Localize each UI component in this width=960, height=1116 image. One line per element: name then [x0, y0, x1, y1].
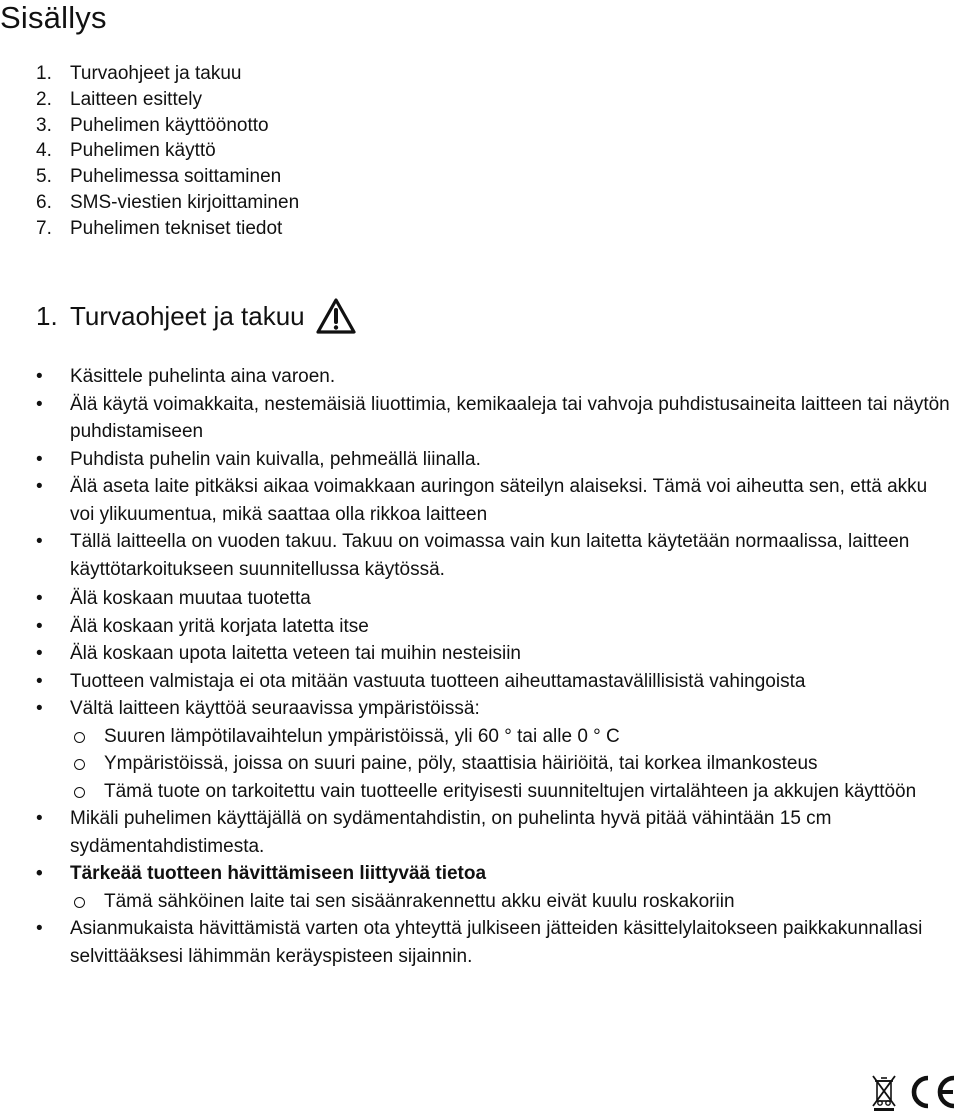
bullet-icon: • — [36, 393, 43, 415]
list-item: • Älä koskaan upota laitetta veteen tai muihin nesteisiin — [36, 640, 956, 668]
safety-list — [36, 363, 956, 970]
bullet-icon: • — [36, 808, 43, 829]
bullet-icon: • — [36, 698, 43, 719]
circle-bullet-icon — [74, 759, 85, 770]
list-item: • Mikäli puhelimen käyttäjällä on sydämentahdistin, on puhelinta hyvä pitää vähintään 15 cm sydämentahdistimesta. — [36, 805, 956, 860]
list-item: • Älä koskaan muutaa tuotetta — [36, 585, 956, 613]
bullet-icon: • — [36, 448, 43, 470]
toc-item: 3. Puhelimen käyttöönotto — [36, 114, 269, 136]
toc-item: 4. Puhelimen käyttö — [36, 140, 216, 162]
list-item: • Vältä laitteen käyttöä seuraavissa ympäristöissä: — [36, 695, 956, 723]
sub-list-item: Ympäristöissä, joissa on suuri paine, pöly, staattisia häiriöitä, tai korkea ilmankosteus — [36, 750, 956, 778]
bullet-icon: • — [36, 863, 43, 884]
list-item: • Älä koskaan yritä korjata latetta itse — [36, 613, 956, 641]
toc-item: 7. Puhelimen tekniset tiedot — [36, 217, 283, 239]
list-item: • Tällä laitteella on vuoden takuu. Takuu on voimassa vain kun laitetta käytetään normaalissa, laitteen käyttötarkoitukseen suunnitellussa käytössä. — [36, 528, 956, 583]
bullet-icon: • — [36, 366, 43, 387]
bullet-icon: • — [36, 588, 43, 609]
toc-item: 6. SMS-viestien kirjoittaminen — [36, 191, 300, 213]
list-item: • Käsittele puhelinta aina varoen. — [36, 363, 956, 391]
section-heading — [36, 296, 357, 336]
bullet-icon: • — [36, 643, 43, 664]
list-item: • Älä aseta laite pitkäksi aikaa voimakkaan auringon säteilyn alaiseksi. Tämä voi aiheutta sen, että akku voi ylikuumentua, mikä saattaa olla rikkoa laitteen — [36, 473, 956, 528]
sub-list-item: Tämä tuote on tarkoitettu vain tuotteelle erityisesti suunniteltujen virtalähteen ja akkujen käyttöön — [36, 778, 956, 806]
list-item: • Asianmukaista hävittämistä varten ota yhteyttä julkiseen jätteiden käsittelylaitokseen paikkakunnallasi selvittääksesi lähimmän keräyspisteen sijainnin. — [36, 915, 956, 970]
circle-bullet-icon — [74, 787, 85, 798]
page-title: Sisällys — [0, 0, 107, 35]
bullet-icon: • — [36, 918, 43, 939]
bullet-icon: • — [36, 476, 43, 497]
list-item: • Puhdista puhelin vain kuivalla, pehmeällä liinalla. — [36, 446, 956, 474]
circle-bullet-icon — [74, 732, 85, 743]
toc-item: 1. Turvaohjeet ja takuu — [36, 63, 242, 84]
sub-list-item: Suuren lämpötilavaihtelun ympäristöissä, yli 60 ° tai alle 0 ° C — [36, 723, 956, 751]
section-number: 1. — [36, 301, 58, 331]
bullet-icon: • — [36, 615, 43, 637]
compliance-marks — [870, 1072, 960, 1112]
table-of-contents — [36, 61, 299, 242]
crossed-out-bin-icon — [870, 1073, 898, 1111]
warning-triangle-icon — [315, 297, 357, 335]
bullet-icon: • — [36, 531, 43, 552]
bullet-icon: • — [36, 670, 43, 692]
toc-item: 2. Laitteen esittely — [36, 88, 203, 110]
toc-item: 5. Puhelimessa soittaminen — [36, 166, 282, 188]
circle-bullet-icon — [74, 897, 85, 908]
sub-list-item: Tämä sähköinen laite tai sen sisäänrakennettu akku eivät kuulu roskakoriin — [36, 888, 956, 916]
section-heading-label: Turvaohjeet ja takuu — [70, 301, 305, 331]
list-item: • Älä käytä voimakkaita, nestemäisiä liuottimia, kemikaaleja tai vahvoja puhdistusaineita laitteen tai näytön puhdistamiseen — [36, 391, 956, 446]
ce-mark-icon — [904, 1074, 958, 1110]
list-item: • Tuotteen valmistaja ei ota mitään vastuuta tuotteen aiheuttamastavälillisistä vahingoista — [36, 668, 956, 696]
disposal-heading: • Tärkeää tuotteen hävittämiseen liittyvää tietoa — [36, 860, 956, 888]
